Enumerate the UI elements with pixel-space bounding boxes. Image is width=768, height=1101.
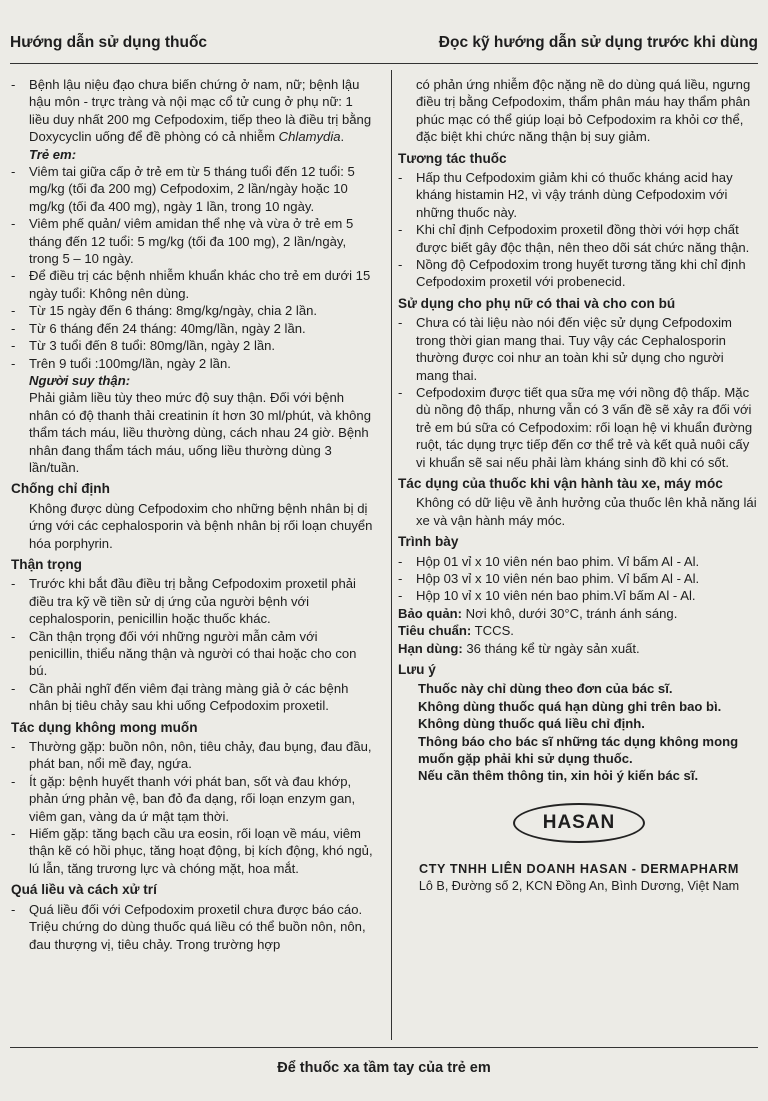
list-item: - Hộp 01 vỉ x 10 viên nén bao phim. Vỉ bấm Al - Al. [398,553,760,570]
list-item: - Từ 3 tuổi đến 8 tuổi: 80mg/lần, ngày 2 lần. [11,337,375,354]
list-item: - Khi chỉ định Cefpodoxim proxetil đồng thời với hợp chất được biết gây độc thận, nên theo dõi sát chức năng thận. [398,221,760,256]
overdose-continued: có phản ứng nhiễm độc nặng nề do dùng quá liều, ngưng điều trị bằng Cefpodoxim, thẩm phân máu hay thẩm phân phúc mạc có thể giúp loại bỏ Cefpodoxim ra khỏi cơ thể, đặc biệt khi chức năng thận bị suy giảm. [416,77,751,145]
logo-container [398,803,760,843]
list-item: - Cần phải nghĩ đến viêm đại tràng màng giả ở các bệnh nhân bị tiêu chảy sau khi uống Cefpodoxim proxetil. [11,680,375,715]
footer-warning: Để thuốc xa tầm tay của trẻ em [277,1060,491,1076]
note-item: Nếu cần thêm thông tin, xin hỏi ý kiến bác sĩ. [418,768,699,784]
contraindications-text: Không được dùng Cefpodoxim cho những bệnh nhân bị dị ứng với các cephalosporin và bệnh nhân bị rối loạn chuyển hóa porphyrin. [29,500,373,551]
driving-heading: Tác dụng của thuốc khi vận hành tàu xe, máy móc [398,475,723,491]
list-item: - Nồng độ Cefpodoxim trong huyết tương tăng khi chỉ định Cefpodoxim proxetil với probenecid. [398,256,760,291]
side-effects-heading: Tác dụng không mong muốn [11,719,198,735]
list-item: - Viêm phế quản/ viêm amidan thể nhẹ và vừa ở trẻ em 5 tháng đến 12 tuổi: 5 mg/kg (tối đa 100 mg), 2 lần/ngày, trong 5 – 10 ngày. [11,215,375,267]
list-item: - Từ 15 ngày đến 6 tháng: 8mg/kg/ngày, chia 2 lần. [11,302,375,319]
company-name: CTY TNHH LIÊN DOANH HASAN - DERMAPHARM [419,861,739,876]
list-item: - Cefpodoxim được tiết qua sữa mẹ với nồng độ thấp. Mặc dù nồng độ thấp, nhưng vẫn có 3 vấn đề sẽ xảy ra đối với trẻ em bú sữa có Cefpodoxim: rối loạn hệ vi khuẩn đường ruột, tác dụng trực tiếp đến cơ thể trẻ và kết quả nuôi cấy vi khuẩn sẽ sai nếu phải làm kháng sinh đồ khi có sốt. [398,384,760,471]
standard-label: Tiêu chuẩn: [398,623,472,639]
standard-row [398,622,760,639]
bottom-divider [10,1047,758,1048]
storage-label: Bảo quản: [398,605,463,621]
expiry-label: Hạn dùng: [398,640,463,656]
note-item: Thông báo cho bác sĩ những tác dụng không mong muốn gặp phải khi sử dụng thuốc. [418,733,739,767]
list-item: - Từ 6 tháng đến 24 tháng: 40mg/lần, ngày 2 lần. [11,320,375,337]
left-column [11,76,375,953]
top-divider [10,63,758,64]
expiry-value: 36 tháng kể từ ngày sản xuất. [466,640,640,656]
notes-heading: Lưu ý [398,662,436,677]
pregnancy-heading: Sử dụng cho phụ nữ có thai và cho con bú [398,295,676,311]
renal-text: Phải giảm liều tùy theo mức độ suy thận. Đối với bệnh nhân có độ thanh thải creatinin ít hơn 30 ml/phút, và không thẩm tách máu, liều thường dùng, cách nhau 24 giờ. Bệnh nhân đang thẩm tách máu, uống liều thường dùng 3 lần/tuần. [29,390,371,475]
expiry-row [398,640,760,657]
list-item: - Hấp thu Cefpodoxim giảm khi có thuốc kháng acid hay kháng histamin H2, vì vậy tránh dùng Cefpodoxim với những thuốc này. [398,169,760,221]
header-left-title: Hướng dẫn sử dụng thuốc [10,34,208,51]
contraindications-heading: Chống chỉ định [11,481,110,497]
list-item: - Cần thận trọng đối với những người mẫn cảm với penicillin, thiểu năng thận và người có thai hoặc cho con bú. [11,628,375,680]
storage-value: Nơi khô, dưới 30°C, tránh ánh sáng. [465,605,678,621]
right-column [398,76,760,896]
driving-text: Không có dữ liệu về ảnh hưởng của thuốc lên khả năng lái xe và vận hành máy móc. [416,495,757,528]
overdose-text: - Quá liều đối với Cefpodoxim proxetil chưa được báo cáo. Triệu chứng do dùng thuốc quá liều có thể buồn nôn, nôn, đau thượng vị, tiêu chảy. Trong trường hợp [11,901,375,953]
list-item: - Hộp 10 vỉ x 10 viên nén bao phim.Vỉ bấm Al - Al. [398,587,760,604]
hasan-logo: HASAN [513,803,645,843]
overdose-heading: Quá liều và cách xử trí [11,882,157,898]
list-item: - Hiếm gặp: tăng bạch cầu ưa eosin, rối loạn về máu, viêm thận kẽ có hồi phục, tăng hoạt động, bị kích động, khó ngủ, lú lẫn, tăng trương lực và chóng mặt, hoa mắt. [11,825,375,877]
list-item: - Chưa có tài liệu nào nói đến việc sử dụng Cefpodoxim trong thời gian mang thai. Tuy vậy các Cephalosporin thường được coi như an toàn khi sử dụng cho người mang thai. [398,314,760,384]
interactions-heading: Tương tác thuốc [398,150,507,166]
header-right-title: Đọc kỹ hướng dẫn sử dụng trước khi dùng [438,34,758,51]
precautions-heading: Thận trọng [11,556,82,572]
note-item: Không dùng thuốc quá hạn dùng ghi trên bao bì. [418,698,722,714]
list-item: - Trên 9 tuổi :100mg/lần, ngày 2 lần. [11,355,375,372]
chlamydia-term: Chlamydia [278,129,341,145]
list-item: - Để điều trị các bệnh nhiễm khuẩn khác cho trẻ em dưới 15 ngày tuổi: Không nên dùng. [11,267,375,302]
list-item: - Trước khi bắt đầu điều trị bằng Cefpodoxim proxetil phải điều tra kỹ về tiền sử dị ứng của người bệnh với cephalosporin, penicillin hoặc thuốc khác. [11,575,375,627]
page-header [10,34,758,52]
list-item: - Thường gặp: buồn nôn, nôn, tiêu chảy, đau bụng, đau đầu, phát ban, nổi mề đay, ngứa. [11,738,375,773]
column-divider [391,70,392,1040]
list-item: - Hộp 03 vỉ x 10 viên nén bao phim. Vỉ bấm Al - Al. [398,570,760,587]
company-address: Lô B, Đường số 2, KCN Đồng An, Bình Dương, Việt Nam [418,879,740,894]
presentation-heading: Trình bày [398,534,459,550]
renal-subheading: Người suy thận: [29,372,131,388]
gonorrhea-dosage: - Bệnh lậu niệu đạo chưa biến chứng ở nam, nữ; bệnh lậu hậu môn - trực tràng và nội mạc cổ tử cung ở phụ nữ: 1 liều duy nhất 200 mg Cefpodoxim, tiếp theo là điều trị bằng Doxycyclin uống để đề phòng có cả nhiễm Chlamydia. [11,76,375,146]
children-subheading: Trẻ em: [29,146,77,162]
standard-value: TCCS. [474,623,514,639]
list-item: - Viêm tai giữa cấp ở trẻ em từ 5 tháng tuổi đến 12 tuổi: 5 mg/kg (tối đa 200 mg) Cefpodoxim, 2 lần/ngày hoặc 10 mg/kg (tối đa 400 mg), ngày 1 lần, trong 10 ngày. [11,163,375,215]
list-item: - Ít gặp: bệnh huyết thanh với phát ban, sốt và đau khớp, phản ứng phản vệ, ban đỏ đa dạng, rối loạn enzym gan, viêm gan, vàng da ứ mật tạm thời. [11,773,375,825]
note-item: Không dùng thuốc quá liều chỉ định. [418,716,645,732]
note-item: Thuốc này chỉ dùng theo đơn của bác sĩ. [418,681,673,697]
storage-row [398,605,760,622]
